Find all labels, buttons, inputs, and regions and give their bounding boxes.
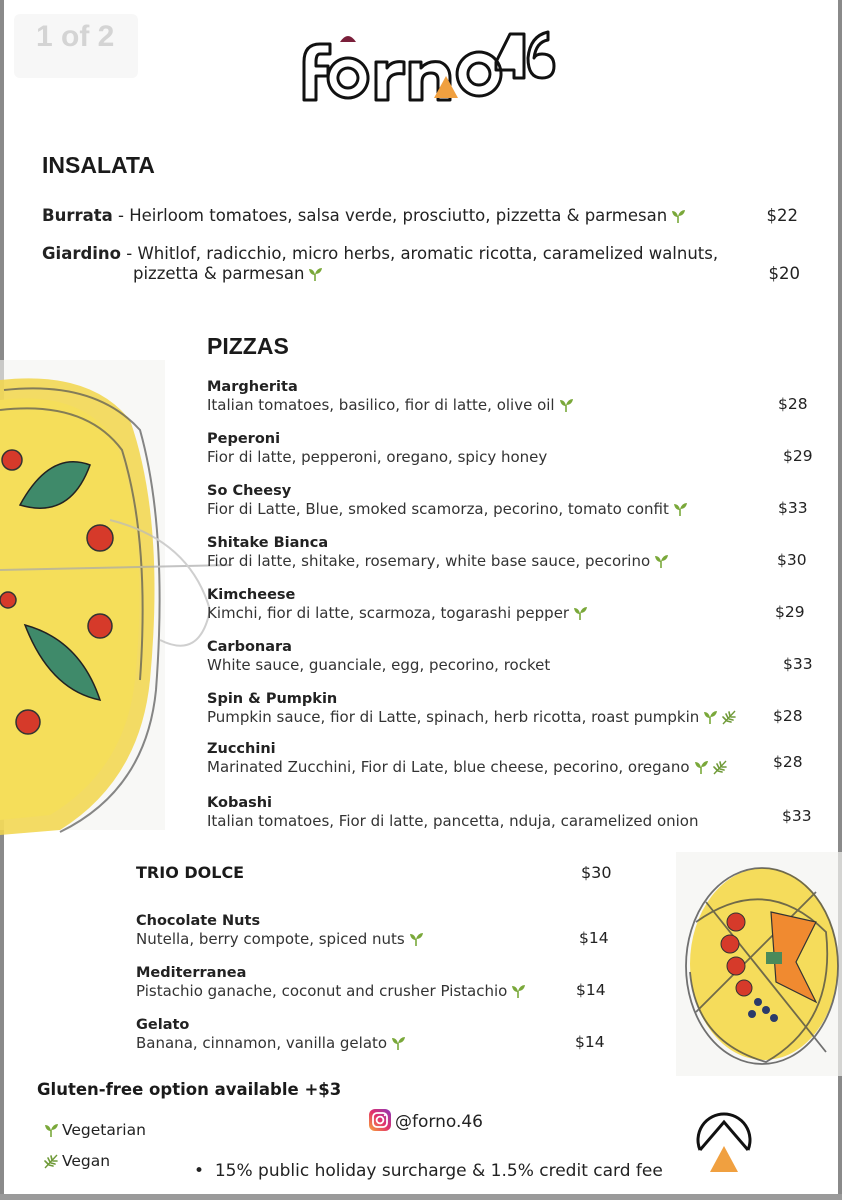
dessert-name: Chocolate Nuts [136,913,261,929]
dessert-item-gelato [136,1016,616,1052]
surcharge-note [194,1161,663,1181]
pizza-name: Peperoni [207,431,281,447]
pizza-name: Kobashi [207,795,273,811]
forno46-logo [296,22,556,108]
legend-vegan-label: Vegan [62,1152,111,1170]
dessert-name: Mediterranea [136,965,247,981]
pizza-item-spin-pumpkin [207,690,817,726]
vegetarian-icon [572,605,588,621]
salad-item-giardino [42,244,802,264]
pizza-description: Fior di Latte, Blue, smoked scamorza, pecorino, tomato confit [207,500,669,518]
instagram-icon [368,1108,392,1132]
trio-dolce-heading: TRIO DOLCE [136,863,245,882]
vegetarian-icon [510,983,526,999]
pizza-name: Shitake Bianca [207,535,329,551]
pizza-description: Kimchi, fior di latte, scarmoza, togarashi pepper [207,604,570,622]
vegetarian-icon [43,1122,59,1138]
legend-vegetarian [43,1121,146,1139]
pizza-description: Italian tomatoes, basilico, fior di latte, olive oil [207,396,555,414]
dessert-item-chocolate-nuts [136,912,616,948]
pizza-description: White sauce, guanciale, egg, pecorino, rocket [207,656,551,674]
pizza-item-shitake-bianca [207,534,817,570]
pizza-item-margherita [207,378,817,414]
vegetarian-icon [408,931,424,947]
pizza-name: Carbonara [207,639,292,655]
pizza-item-carbonara [207,638,817,674]
bullet-icon: • [194,1161,215,1181]
pizza-price: $29 [775,603,805,621]
legend-vegetarian-label: Vegetarian [62,1121,146,1139]
pizza-item-peperoni [207,430,817,466]
pizza-name: Spin & Pumpkin [207,691,338,707]
vegetarian-icon [390,1035,406,1051]
trio-dolce-price: $30 [581,863,612,882]
salad-description-continued [133,264,323,283]
page-border-bottom [0,1194,842,1200]
dessert-price: $14 [575,1033,605,1051]
pizza-price: $33 [778,499,808,517]
dessert-item-mediterranea [136,964,616,1000]
pizza-price: $33 [783,655,813,673]
surcharge-text: 15% public holiday surcharge & 1.5% credit card fee [214,1161,663,1181]
vegetarian-icon [670,208,686,224]
vegetarian-icon [653,553,669,569]
salad-description: - Whitlof, radicchio, micro herbs, aromatic ricotta, caramelized walnuts, [121,244,719,263]
dessert-sketch-illustration [676,852,842,1076]
salad-name: Giardino [42,244,122,263]
pizza-name: Margherita [207,379,298,395]
vegetarian-icon [672,501,688,517]
dessert-price: $14 [576,981,606,999]
pizza-description: Italian tomatoes, Fior di latte, pancetta, nduja, caramelized onion [207,812,699,830]
pizza-price: $33 [782,807,812,825]
pizza-description: Pumpkin sauce, fior di Latte, spinach, herb ricotta, roast pumpkin [207,708,700,726]
pizza-item-so-cheesy [207,482,817,518]
pizza-price: $28 [773,753,803,771]
vegan-icon [43,1153,59,1169]
pizza-name: So Cheesy [207,483,292,499]
pizza-item-kimcheese [207,586,817,622]
vegetarian-icon [702,709,718,725]
dessert-description: Pistachio ganache, coconut and crusher Pistachio [136,982,508,1000]
pizza-description: Fior di latte, shitake, rosemary, white base sauce, pecorino [207,552,651,570]
salad-price: $22 [766,206,798,225]
vegan-icon [721,709,737,725]
pizza-description: Fior di latte, pepperoni, oregano, spicy honey [207,448,548,466]
pizza-price: $29 [783,447,813,465]
dessert-price: $14 [579,929,609,947]
page-counter-text: 1 of 2 [36,20,115,53]
vegetarian-icon [558,397,574,413]
pizza-description: Marinated Zucchini, Fior di Late, blue cheese, pecorino, oregano [207,758,690,776]
instagram-handle-text: @forno.46 [395,1112,483,1132]
pizzas-heading: PIZZAS [207,333,289,359]
gluten-free-note: Gluten-free option available +$3 [37,1080,342,1099]
forno46-badge-logo [694,1106,754,1174]
dessert-name: Gelato [136,1017,190,1033]
pizza-price: $28 [778,395,808,413]
salad-description: - Heirloom tomatoes, salsa verde, prosciutto, pizzetta & parmesan [112,206,668,225]
pizza-item-kobashi [207,794,817,830]
salad-name: Burrata [42,206,113,225]
pizza-sketch-illustration [0,360,232,840]
insalata-heading: INSALATA [42,152,155,178]
page-counter-badge [14,14,138,78]
pizza-item-zucchini [207,740,817,776]
vegan-icon [712,759,728,775]
dessert-description: Nutella, berry compote, spiced nuts [136,930,405,948]
dessert-description: Banana, cinnamon, vanilla gelato [136,1034,388,1052]
salad-description-line2: pizzetta & parmesan [133,264,305,283]
legend-vegan [43,1152,110,1170]
pizza-price: $30 [777,551,807,569]
salad-item-burrata [42,206,802,226]
pizza-name: Kimcheese [207,587,296,603]
pizza-price: $28 [773,707,803,725]
pizza-name: Zucchini [207,741,276,757]
salad-price: $20 [768,264,800,283]
instagram-handle [368,1108,483,1132]
vegetarian-icon [693,759,709,775]
vegetarian-icon [307,266,323,282]
